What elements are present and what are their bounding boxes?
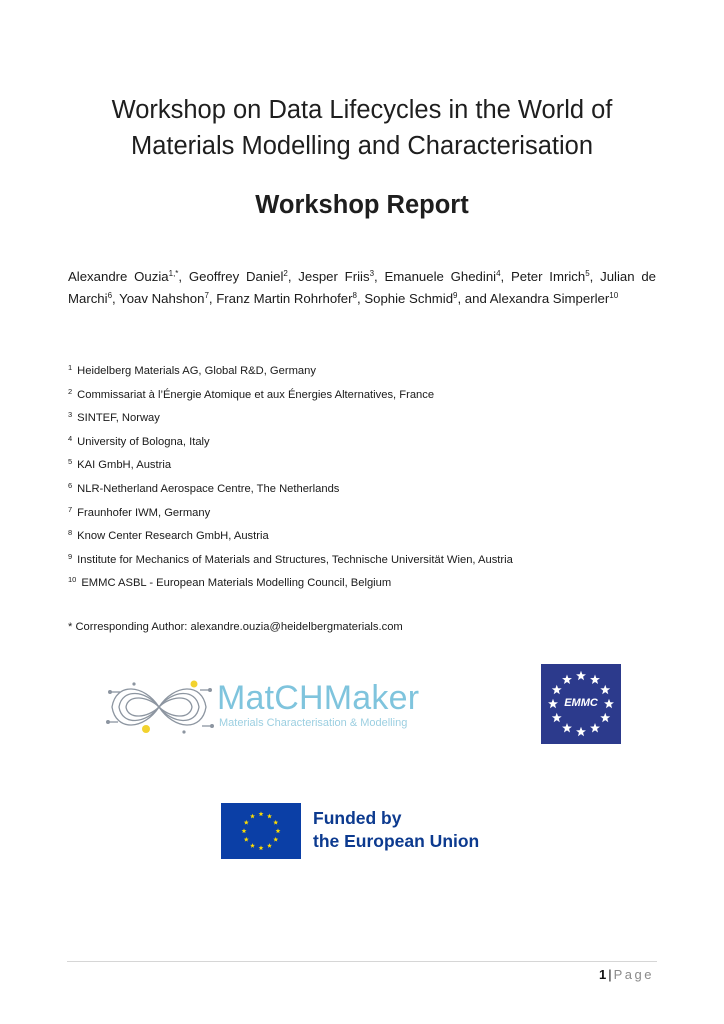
corresponding-author: * Corresponding Author: alexandre.ouzia@heidelbergmaterials.com [68, 621, 403, 633]
affiliation-item [68, 380, 668, 404]
star-icon [273, 820, 278, 825]
author-separator: , [178, 269, 189, 284]
affiliation-number: 5 [68, 457, 73, 467]
author-separator: , [500, 269, 511, 284]
author-affiliation-marker: 3 [369, 269, 375, 278]
affiliation-number: 2 [68, 386, 73, 396]
star-icon [590, 723, 600, 732]
affiliation-text: Fraunhofer IWM, Germany [77, 506, 211, 519]
author-affiliation-marker: 1,* [168, 269, 179, 278]
eu-funding-text [313, 807, 479, 853]
star-icon [276, 828, 281, 833]
affiliation-number: 10 [68, 575, 77, 585]
affiliation-item [68, 403, 668, 427]
star-icon [562, 675, 572, 684]
star-icon [267, 814, 272, 819]
author-affiliation-marker: 4 [496, 269, 501, 278]
affiliation-item [68, 545, 668, 569]
author-affiliation-marker: 9 [453, 291, 458, 300]
eu-flag-icon [221, 803, 301, 859]
author-separator: , and [457, 291, 490, 306]
affiliation-number: 4 [68, 433, 73, 443]
star-icon [244, 837, 249, 842]
affiliation-item [68, 498, 668, 522]
affiliation-number: 3 [68, 410, 73, 420]
star-icon [244, 820, 249, 825]
star-icon [267, 843, 272, 848]
star-icon [600, 713, 610, 722]
author-affiliation-marker: 2 [283, 269, 288, 278]
document-title [60, 92, 664, 164]
star-icon [259, 811, 264, 816]
affiliation-text: EMMC ASBL - European Materials Modelling Council, Belgium [81, 577, 392, 590]
star-icon [242, 828, 247, 833]
author-name: Alexandre Ouzia [68, 269, 169, 284]
star-icon [250, 814, 255, 819]
affiliation-text: Institute for Mechanics of Materials and Structures, Technische Universität Wien, Austria [77, 553, 513, 566]
affiliation-item [68, 568, 668, 592]
affiliation-text: Commissariat à l’Énergie Atomique et aux Énergies Alternatives, France [77, 388, 435, 401]
author-name: Sophie Schmid [364, 291, 454, 306]
affiliation-text: NLR-Netherland Aerospace Centre, The Netherlands [77, 482, 340, 495]
star-icon [576, 671, 586, 680]
affiliation-text: Know Center Research GmbH, Austria [77, 530, 269, 543]
star-icon [552, 713, 562, 722]
star-icon [250, 843, 255, 848]
page-separator: | [608, 967, 612, 982]
author-name: Emanuele Ghedini [384, 269, 497, 284]
star-icon [273, 837, 278, 842]
affiliation-item [68, 450, 668, 474]
author-name: Alexandra Simperler [489, 291, 610, 306]
matchmaker-logo [104, 672, 434, 742]
eu-funding-line-1: Funded by [313, 808, 402, 828]
affiliation-number: 7 [68, 504, 73, 514]
affiliation-item [68, 474, 668, 498]
star-icon [562, 723, 572, 732]
star-icon [590, 675, 600, 684]
author-separator: , [287, 269, 299, 284]
affiliation-number: 8 [68, 528, 73, 538]
affiliation-text: Heidelberg Materials AG, Global R&D, Germany [77, 365, 316, 377]
author-affiliation-marker: 6 [107, 291, 113, 300]
author-affiliation-marker: 7 [204, 291, 209, 300]
author-name: Peter Imrich [511, 269, 586, 284]
eu-funding-logo [221, 803, 511, 859]
page-word: Page [613, 967, 654, 982]
document-subtitle: Workshop Report [255, 191, 469, 219]
author-affiliation-marker: 8 [352, 291, 357, 300]
author-separator: , [208, 291, 217, 306]
author-name: Julian de Marchi [68, 269, 657, 306]
author-name: Geoffrey Daniel [188, 269, 284, 284]
author-name: Yoav Nahshon [119, 291, 205, 306]
star-icon [600, 685, 610, 694]
author-separator: , [112, 291, 120, 306]
affiliation-item [68, 521, 668, 545]
author-separator: , [374, 269, 385, 284]
star-icon [576, 727, 586, 736]
emmc-label: EMMC [564, 697, 598, 709]
author-affiliation-marker: 5 [585, 269, 590, 278]
emmc-logo [541, 664, 621, 744]
author-name: Jesper Friis [298, 269, 370, 284]
affiliation-item [68, 427, 668, 451]
footer-divider [67, 961, 657, 962]
affiliation-number: 1 [68, 363, 73, 372]
affiliation-number: 6 [68, 480, 73, 490]
author-name: Franz Martin Rohrhofer [216, 291, 353, 306]
author-separator: , [357, 291, 365, 306]
title-line-1: Workshop on Data Lifecycles in the World of [111, 96, 613, 124]
affiliation-item [68, 356, 668, 380]
star-icon [552, 685, 562, 694]
author-affiliation-marker: 10 [609, 291, 619, 300]
eu-funding-line-2: the European Union [313, 831, 480, 851]
affiliation-text: KAI GmbH, Austria [77, 459, 172, 472]
affiliation-number: 9 [68, 551, 73, 561]
star-icon [259, 845, 264, 850]
affiliation-text: University of Bologna, Italy [77, 435, 210, 448]
matchmaker-infinity-icon [104, 672, 214, 742]
title-line-2: Materials Modelling and Characterisation [130, 132, 594, 160]
matchmaker-name: MatCHMaker [217, 679, 420, 717]
author-separator: , [589, 269, 601, 284]
author-list [68, 266, 656, 310]
matchmaker-tagline: Materials Characterisation & Modelling [219, 717, 408, 729]
page-number: 1 [599, 967, 607, 982]
affiliation-text: SINTEF, Norway [77, 412, 160, 425]
affiliation-list [68, 356, 668, 592]
page-footer [599, 967, 654, 983]
